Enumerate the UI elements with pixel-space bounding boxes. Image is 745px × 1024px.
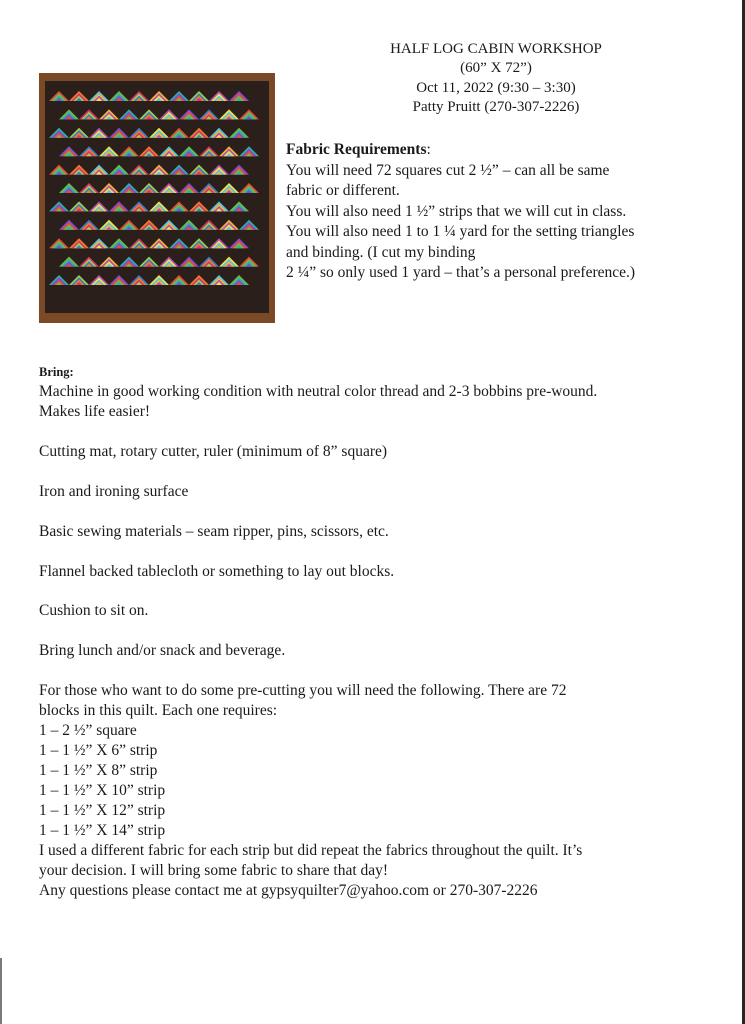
precut-line: 1 – 1 ½” X 14” strip	[39, 822, 166, 839]
fabric-line: fabric or different.	[286, 182, 400, 199]
precut-line: blocks in this quilt. Each one requires:	[39, 702, 278, 719]
fabric-heading-colon: :	[426, 141, 431, 158]
fabric-heading-line	[286, 140, 736, 161]
workshop-date: Oct 11, 2022 (9:30 – 3:30)	[416, 79, 576, 96]
bring-machine	[39, 382, 729, 422]
bring-machine-line: Machine in good working condition with neutral color thread and 2-3 bobbins pre-wound.	[39, 383, 598, 400]
fabric-requirements	[286, 140, 736, 284]
fabric-line: You will also need 1 ½” strips that we will cut in class.	[286, 202, 627, 220]
precut-line: 1 – 1 ½” X 12” strip	[39, 802, 166, 819]
bring-item-cutting: Cutting mat, rotary cutter, ruler (minimum of 8” square)	[39, 443, 388, 460]
workshop-header	[340, 40, 652, 117]
fabric-heading: Fabric Requirements	[286, 141, 427, 158]
precut-line: 1 – 1 ½” X 6” strip	[39, 742, 158, 759]
fabric-line: You will need 72 squares cut 2 ½” – can all be same	[286, 161, 610, 179]
bring-item-tablecloth: Flannel backed tablecloth or something to lay out blocks.	[39, 563, 395, 580]
bring-item-lunch: Bring lunch and/or snack and beverage.	[39, 642, 286, 659]
fabric-line: You will also need 1 to 1 ¼ yard for the setting triangles	[286, 223, 635, 240]
precut-contact: Any questions please contact me at gypsyquilter7@yahoo.com or 270-307-2226	[39, 882, 538, 899]
quilt-photo	[39, 73, 275, 323]
precut-line: 1 – 1 ½” X 10” strip	[39, 782, 166, 799]
workshop-title: HALF LOG CABIN WORKSHOP	[390, 41, 602, 57]
bring-item-cushion: Cushion to sit on.	[39, 602, 149, 619]
precut-line: I used a different fabric for each strip but did repeat the fabrics throughout the quilt. It’s	[39, 842, 583, 859]
precut-line: For those who want to do some pre-cutting you will need the following. There are 72	[39, 682, 567, 699]
instructor-contact: Patty Pruitt (270-307-2226)	[412, 98, 580, 115]
bring-item-sewing: Basic sewing materials – seam ripper, pins, scissors, etc.	[39, 523, 389, 540]
scan-edge-left	[0, 958, 2, 1024]
bring-heading: Bring:	[39, 365, 74, 379]
bring-machine-line: Makes life easier!	[39, 403, 151, 420]
quilt-size: (60” X 72”)	[460, 60, 532, 77]
precut-line: 1 – 1 ½” X 8” strip	[39, 762, 158, 779]
precut-line: 1 – 2 ½” square	[39, 722, 137, 739]
precut-section	[39, 681, 729, 901]
bring-item-iron: Iron and ironing surface	[39, 483, 189, 500]
precut-line: your decision. I will bring some fabric to share that day!	[39, 862, 389, 879]
fabric-line: 2 ¼” so only used 1 yard – that’s a personal preference.)	[286, 264, 636, 281]
fabric-line: and binding. (I cut my binding	[286, 243, 476, 261]
